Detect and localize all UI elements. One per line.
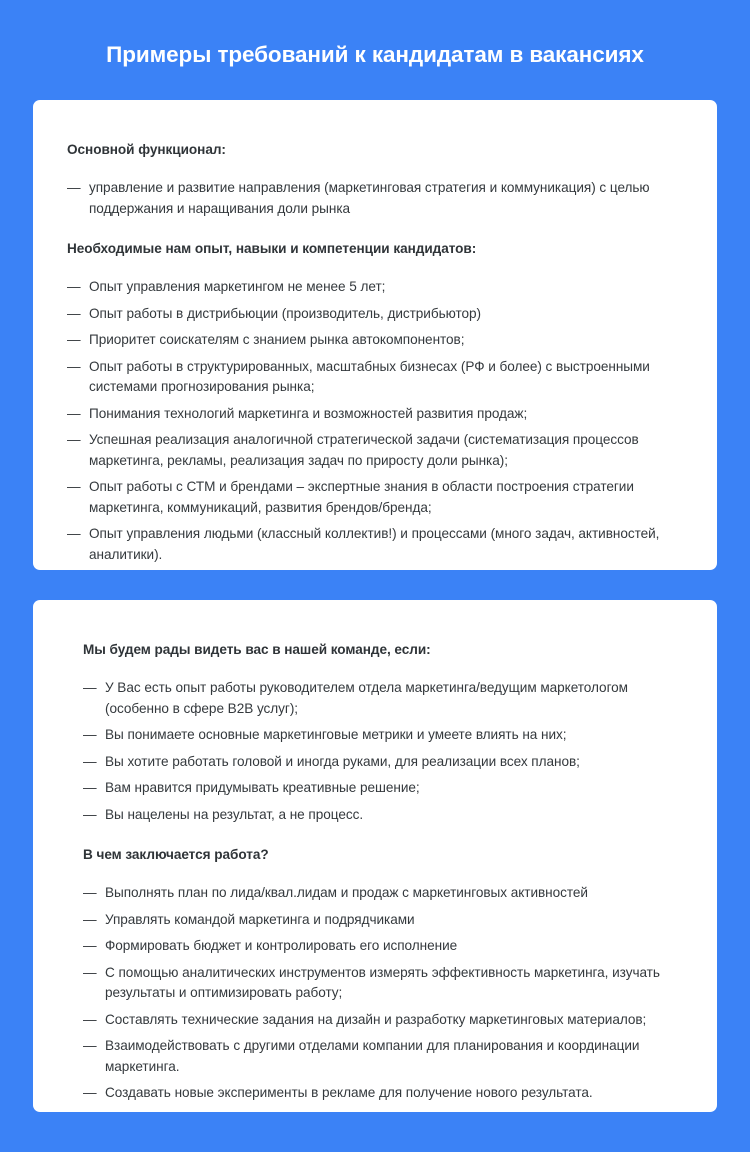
list-item [67, 178, 695, 219]
card-1-content [33, 100, 717, 565]
em-dash-icon: — [83, 680, 97, 695]
list-item-text: Понимания технологий маркетинга и возможностей развития продаж; [89, 405, 528, 421]
section-team-fit [83, 640, 695, 825]
bullet-list [67, 178, 695, 219]
list-item-text: Успешная реализация аналогичной стратегической задачи (систематизация процессов маркетинга, рекламы, реализация задач по приросту доли рынка); [89, 432, 639, 468]
em-dash-icon: — [83, 1085, 97, 1100]
list-item-text: С помощью аналитических инструментов измерять эффективность маркетинга, изучать результаты и оптимизировать работу; [105, 964, 660, 1000]
card-2-content [33, 600, 717, 1104]
em-dash-icon: — [83, 911, 97, 927]
list-item [67, 304, 695, 325]
section-heading: Основной функционал: [67, 142, 226, 157]
requirements-card-1 [33, 100, 717, 570]
section-divider-spacer [83, 825, 695, 845]
section-heading: В чем заключается работа? [83, 847, 269, 862]
list-item [67, 277, 695, 298]
list-item [67, 430, 695, 471]
list-item-text: управление и развитие направления (маркетинговая стратегия и коммуникация) с целью поддержания и наращивания доли рынка [89, 180, 650, 216]
list-item [83, 936, 695, 957]
list-item-text: У Вас есть опыт работы руководителем отдела маркетинга/ведущим маркетологом (особенно в сфере B2B услуг); [105, 680, 628, 716]
em-dash-icon: — [83, 727, 97, 742]
list-item [67, 477, 695, 518]
em-dash-icon: — [67, 279, 81, 294]
list-item-text: Опыт работы в структурированных, масштабных бизнесах (РФ и более) с выстроенными системами прогнозирования рынка; [89, 358, 650, 394]
em-dash-icon: — [67, 479, 81, 494]
section-divider-spacer [67, 219, 695, 239]
em-dash-icon: — [83, 753, 97, 769]
em-dash-icon: — [83, 1011, 97, 1027]
em-dash-icon: — [67, 305, 81, 321]
section-required-skills [67, 239, 695, 565]
list-item [83, 1036, 695, 1077]
list-item [83, 778, 695, 799]
list-item-text: Опыт управления маркетингом не менее 5 лет; [89, 279, 386, 294]
list-item [83, 678, 695, 719]
section-heading: Необходимые нам опыт, навыки и компетенции кандидатов: [67, 241, 477, 256]
list-item-text: Вам нравится придумывать креативные решение; [105, 780, 420, 795]
em-dash-icon: — [83, 806, 97, 822]
list-item-text: Опыт управления людьми (классный коллектив!) и процессами (много задач, активностей, аналитики). [89, 526, 660, 562]
em-dash-icon: — [83, 1038, 97, 1053]
em-dash-icon: — [83, 964, 97, 980]
list-item [83, 910, 695, 931]
list-item [67, 357, 695, 398]
list-item-text: Опыт работы в дистрибьюции (производитель, дистрибьютор) [89, 305, 481, 321]
requirements-card-2 [33, 600, 717, 1112]
list-item [83, 1083, 695, 1104]
em-dash-icon: — [67, 432, 81, 447]
list-item-text: Выполнять план по лида/квал.лидам и продаж с маркетинговых активностей [105, 885, 588, 900]
section-main-functions [67, 140, 695, 219]
section-job-duties [83, 845, 695, 1104]
list-item [67, 330, 695, 351]
page-title: Примеры требований к кандидатам в вакансиях [106, 42, 644, 67]
em-dash-icon: — [83, 885, 97, 900]
em-dash-icon: — [67, 526, 81, 541]
list-item-text: Взаимодействовать с другими отделами компании для планирования и координации маркетинга. [105, 1038, 640, 1074]
list-item [83, 883, 695, 904]
list-item [83, 752, 695, 773]
bullet-list [83, 678, 695, 825]
list-item-text: Управлять командой маркетинга и подрядчиками [105, 911, 415, 927]
list-item-text: Создавать новые эксперименты в рекламе для получение нового результата. [105, 1085, 593, 1100]
list-item [83, 963, 695, 1004]
list-item-text: Вы хотите работать головой и иногда руками, для реализации всех планов; [105, 753, 580, 769]
bullet-list [83, 883, 695, 1104]
em-dash-icon: — [67, 332, 81, 347]
bullet-list [67, 277, 695, 565]
em-dash-icon: — [67, 180, 81, 195]
list-item-text: Составлять технические задания на дизайн и разработку маркетинговых материалов; [105, 1011, 647, 1027]
em-dash-icon: — [83, 938, 97, 953]
list-item-text: Опыт работы с СТМ и брендами – экспертные знания в области построения стратегии маркетинга, коммуникаций, развития брендов/бренда; [89, 479, 634, 515]
em-dash-icon: — [67, 405, 81, 421]
em-dash-icon: — [67, 358, 81, 374]
list-item [67, 524, 695, 565]
list-item [83, 805, 695, 826]
list-item-text: Приоритет соискателям с знанием рынка автокомпонентов; [89, 332, 465, 347]
list-item-text: Вы понимаете основные маркетинговые метрики и умеете влиять на них; [105, 727, 567, 742]
list-item [83, 1010, 695, 1031]
list-item-text: Вы нацелены на результат, а не процесс. [105, 806, 364, 822]
list-item [83, 725, 695, 746]
list-item [67, 404, 695, 425]
em-dash-icon: — [83, 780, 97, 795]
section-heading: Мы будем рады видеть вас в нашей команде, если: [83, 642, 431, 657]
list-item-text: Формировать бюджет и контролировать его исполнение [105, 938, 458, 953]
